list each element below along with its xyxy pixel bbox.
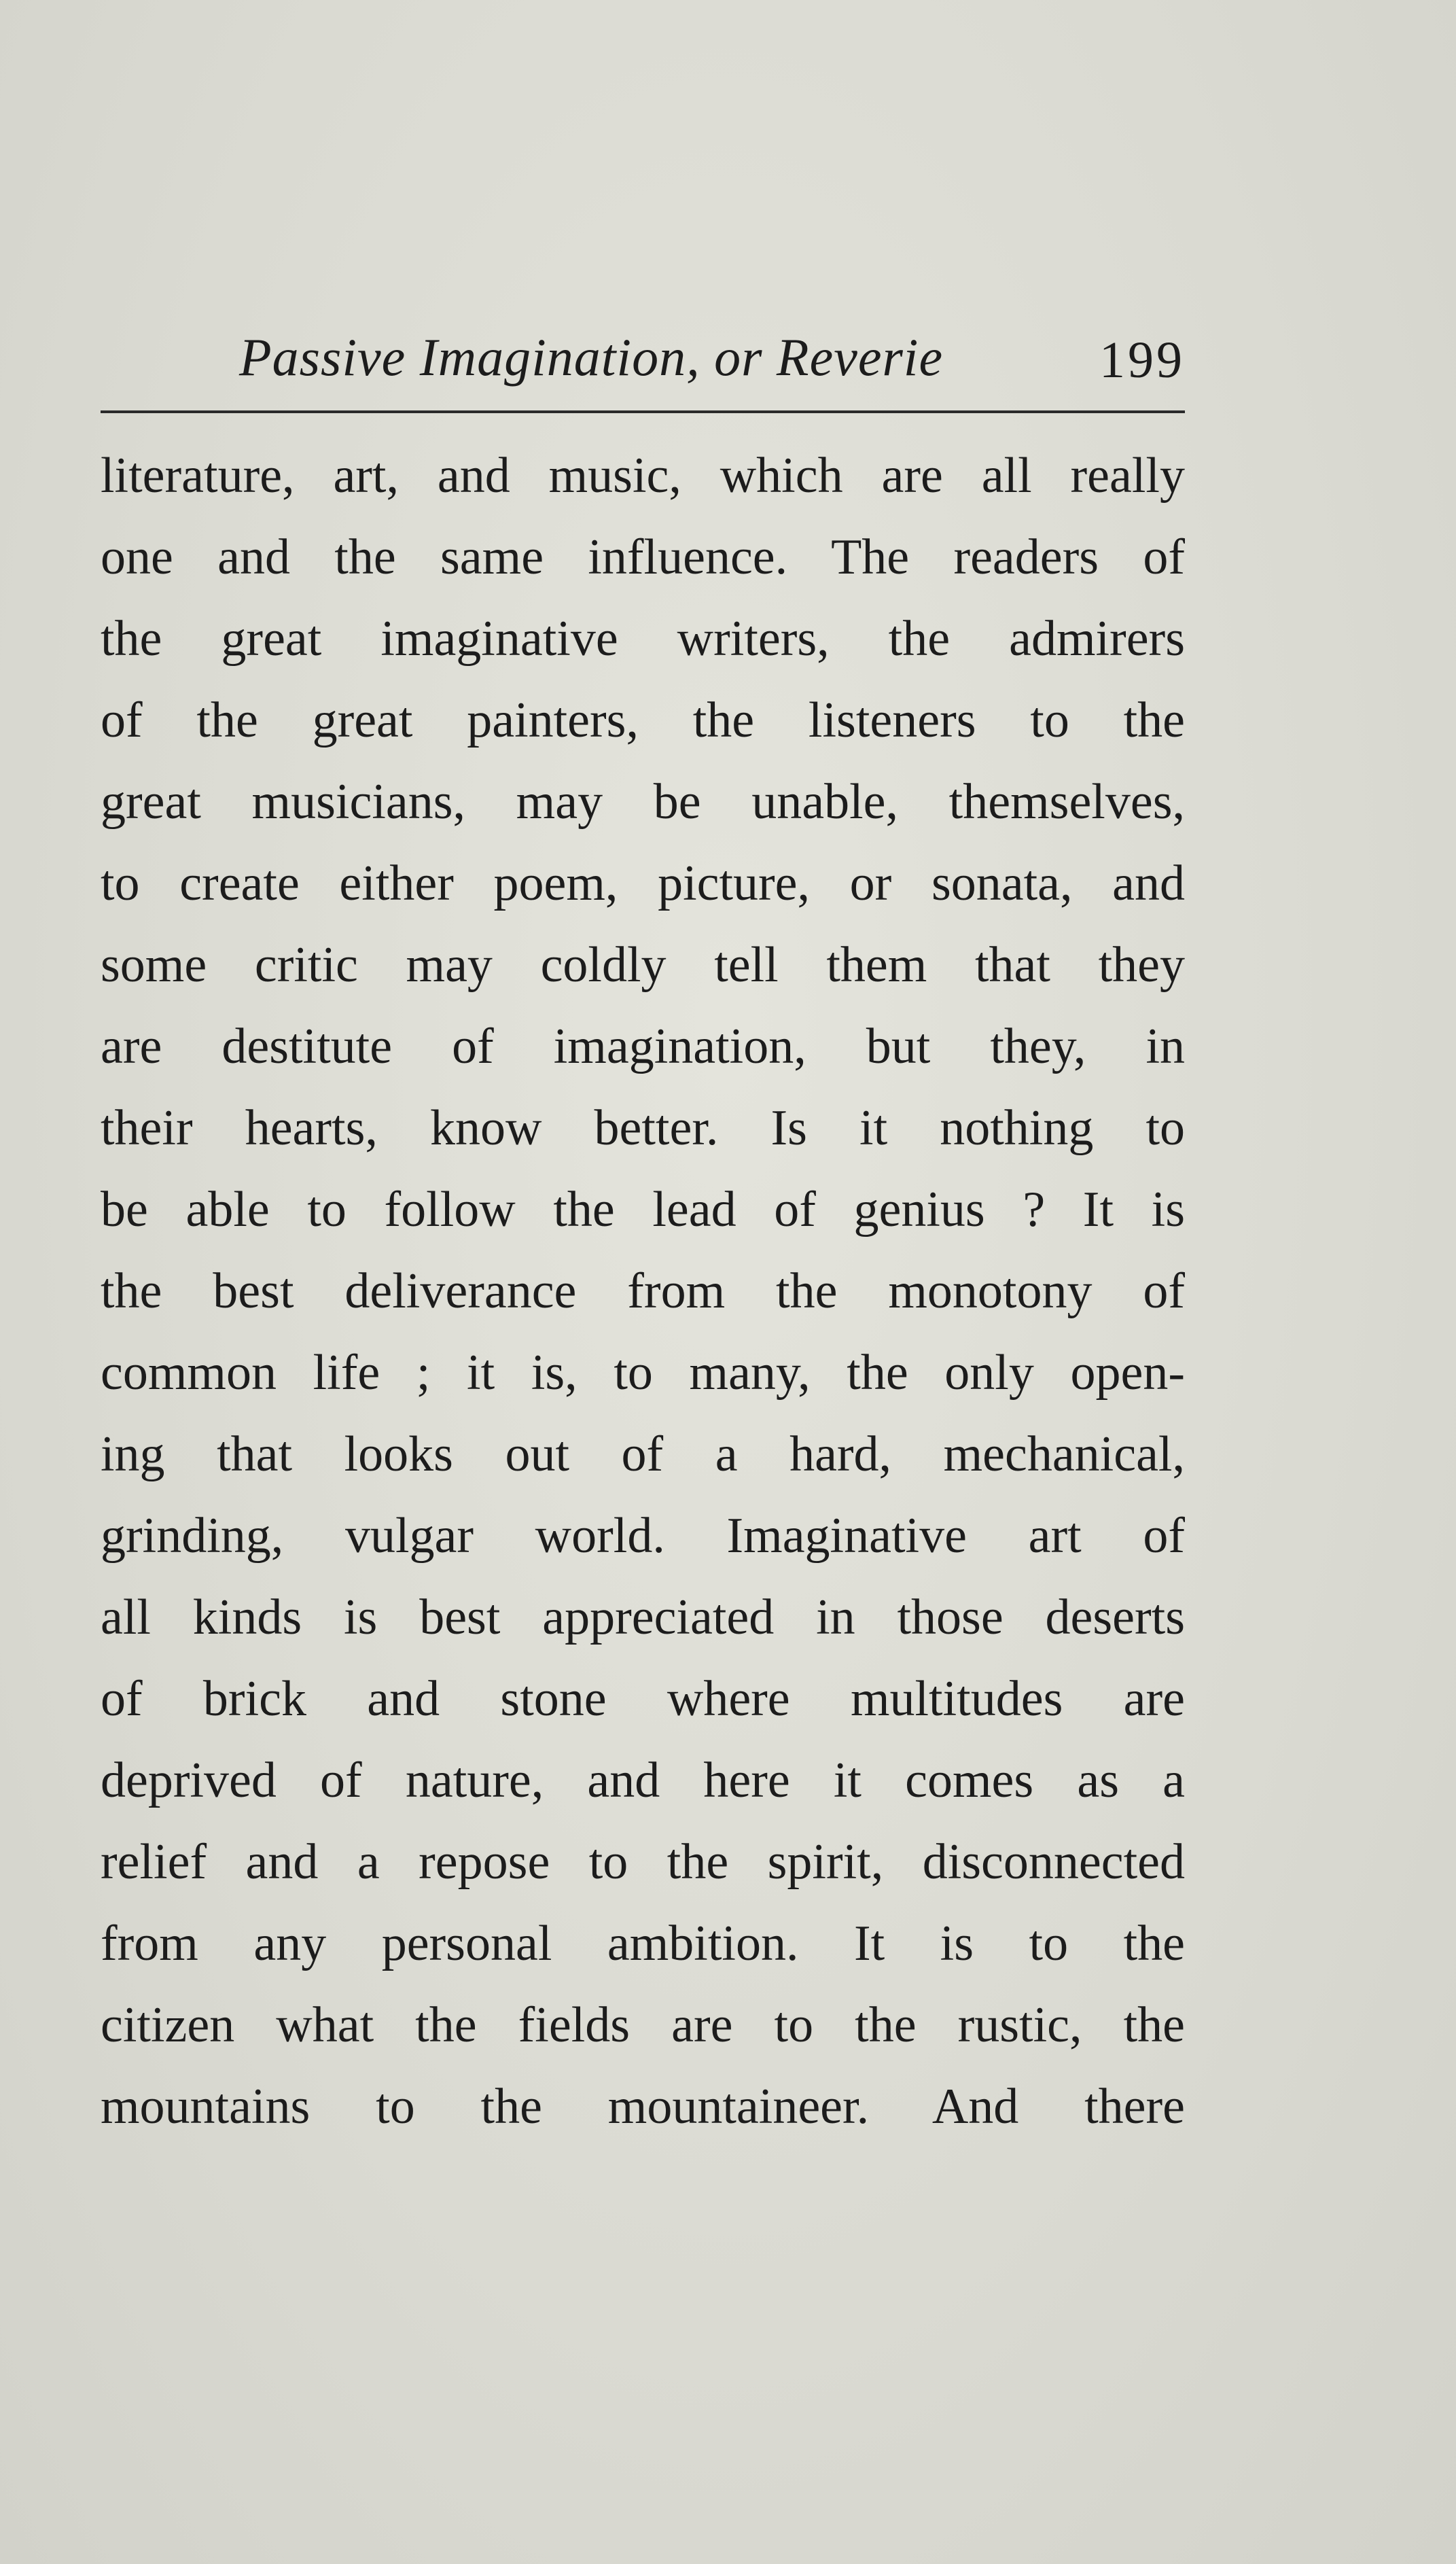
text-line: their hearts, know better. Is it nothing to <box>101 1100 1185 1156</box>
text-line: one and the same influence. The readers of <box>101 529 1185 585</box>
text-line: to create either poem, picture, or sonata, and <box>101 856 1185 911</box>
text-line: relief and a repose to the spirit, disconnected <box>101 1834 1185 1890</box>
text-line: be able to follow the lead of genius ? It is <box>101 1182 1185 1237</box>
text-line: citizen what the fields are to the rustic, the <box>101 1997 1185 2053</box>
text-line: grinding, vulgar world. Imaginative art of <box>101 1508 1185 1564</box>
running-title: Passive Imagination, or Reverie <box>239 328 944 387</box>
text-line: all kinds is best appreciated in those deserts <box>101 1590 1185 1645</box>
text-line: are destitute of imagination, but they, in <box>101 1019 1185 1074</box>
text-line: the best deliverance from the monotony of <box>101 1263 1185 1319</box>
text-line: some critic may coldly tell them that they <box>101 937 1185 993</box>
text-line: from any personal ambition. It is to the <box>101 1916 1185 1971</box>
text-line: the great imaginative writers, the admirers <box>101 611 1185 667</box>
text-line: ing that looks out of a hard, mechanical, <box>101 1426 1185 1482</box>
text-line: of brick and stone where multitudes are <box>101 1671 1185 1727</box>
text-line: of the great painters, the listeners to the <box>101 692 1185 748</box>
header-rule <box>101 410 1185 413</box>
text-line: literature, art, and music, which are all really <box>101 448 1185 504</box>
body-text <box>101 435 1185 2147</box>
text-line: common life ; it is, to many, the only open- <box>101 1345 1185 1401</box>
text-line: deprived of nature, and here it comes as a <box>101 1753 1185 1808</box>
text-line: great musicians, may be unable, themselves, <box>101 774 1185 830</box>
running-head <box>101 319 1185 401</box>
page-number: 199 <box>1099 332 1185 389</box>
text-line-last: mountains to the mountaineer. And there <box>101 2079 1185 2135</box>
